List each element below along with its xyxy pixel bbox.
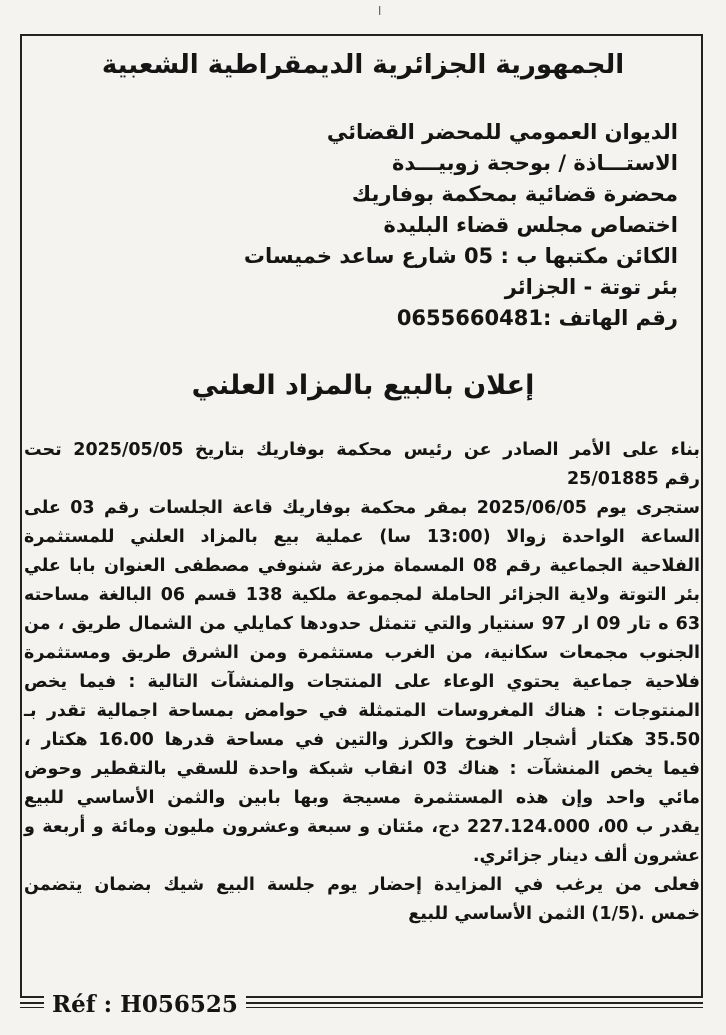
bailiff-office-block — [58, 117, 678, 334]
body-line: بناء على الأمر الصادر عن رئيس محكمة بوفاريك بتاريخ 2025/05/05 تحت — [24, 440, 700, 460]
body-line: ستجرى يوم 2025/06/05 بمقر محكمة بوفاريك قاعة الجلسات رقم 03 على — [24, 498, 700, 518]
body-line: فيما يخص المنشآت : هناك 03 انقاب شبكة واحدة للسقي بالتقطير وحوض — [24, 759, 700, 779]
notice-title: إعلان بالبيع بالمزاد العلني — [191, 370, 535, 401]
body-line: بئر التوتة ولاية الجزائر الحاملة لمجموعة ملكية 138 قسم 06 البالغة مساحته — [24, 585, 700, 605]
office-line-bailiff-name: الاستـــاذة / بوحجة زوبيـــدة — [392, 151, 678, 175]
office-line-city: بئر توتة - الجزائر — [504, 275, 678, 299]
body-line: يقدر ب 00، 227.124.000 دج، مئتان و سبعة وعشرون مليون ومائة و أربعة و — [24, 817, 701, 837]
reference-bar — [20, 992, 703, 1018]
office-line-phone: رقم الهاتف :0655660481 — [396, 306, 678, 330]
body-line: رقم 25/01885 — [567, 469, 700, 489]
office-line-address: الكائن مكتبها ب : 05 شارع ساعد خميسات — [243, 244, 678, 268]
reference-number: Réf : H056525 — [44, 991, 246, 1018]
notice-body — [24, 436, 700, 929]
top-mark: ا — [378, 4, 382, 18]
office-line-court: محضرة قضائية بمحكمة بوفاريك — [351, 182, 678, 206]
republic-heading: الجمهورية الجزائرية الديمقراطية الشعبية — [101, 50, 625, 80]
body-line: المنتوجات : هناك المغروسات المتمثلة في حوامض بمساحة اجمالية تقدر بـ — [24, 701, 700, 721]
body-line: خمس .(1/5) الثمن الأساسي للبيع — [408, 904, 700, 924]
body-line: 63 ه تار 09 ار 97 سنتيار والتي تتمثل حدودها كمايلي من الشمال طريق ، من — [24, 614, 701, 634]
office-line-title: الديوان العمومي للمحضر القضائي — [326, 120, 678, 144]
body-line: فلاحية جماعية يحتوي الوعاء على المنتجات والمنشآت التالية : فيما يخص — [24, 672, 700, 692]
office-line-jurisdiction: اختصاص مجلس قضاء البليدة — [383, 213, 678, 237]
body-line: عشرون ألف دينار جزائري. — [472, 846, 700, 866]
body-line: الفلاحية الجماعية رقم 08 المسماة مزرعة شنوفي مصطفى العنوان بابا علي — [24, 556, 700, 576]
body-line: فعلى من يرغب في المزايدة إحضار يوم جلسة البيع شيك بضمان يتضمن — [24, 875, 700, 895]
body-line: الجنوب مجمعات سكانية، من الغرب مستثمرة ومن الشرق طريق ومستثمرة — [24, 643, 700, 663]
body-line: الساعة الواحدة زوالا (13:00 سا) عملية بيع بالمزاد العلني للمستثمرة — [24, 527, 700, 547]
body-line: مائي واحد وإن هذه المستثمرة مسيجة وبها بابين والثمن الأساسي للبيع — [24, 788, 700, 808]
body-line: 35.50 هكتار أشجار الخوخ والكرز والتين في مساحة قدرها 16.00 هكتار ، — [24, 730, 700, 750]
